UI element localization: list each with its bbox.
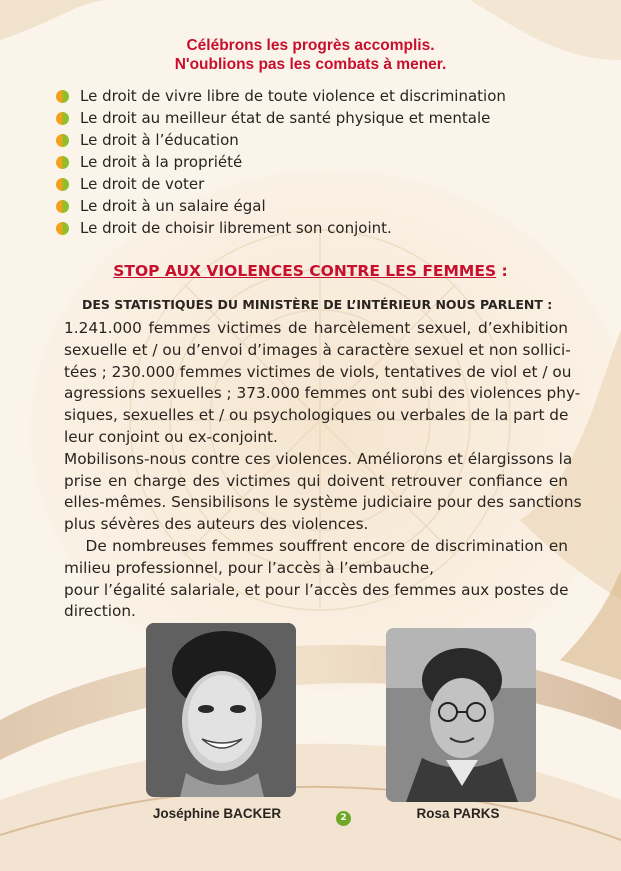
text-line: Mobilisons-nous contre ces violences. Améliorons et élargissons la xyxy=(64,449,573,468)
page-number-badge: 2 xyxy=(336,811,351,826)
list-item: Le droit de choisir librement son conjoint. xyxy=(56,217,506,239)
portrait-image xyxy=(386,628,536,802)
text-line: tées ; 230.000 femmes victimes de viols, tentatives de viol et / ou xyxy=(64,362,572,381)
bullet-icon xyxy=(56,178,69,191)
bullet-icon xyxy=(56,90,69,103)
headline-line-2: N'oublions pas les combats à mener. xyxy=(174,56,447,73)
page-headline xyxy=(0,36,621,74)
caption-rosa-parks: Rosa PARKS xyxy=(416,806,500,821)
text-line: direction. xyxy=(64,602,136,621)
text-line: elles-mêmes. Sensibilisons le système judiciaire pour des sanctions xyxy=(64,493,582,512)
text-line: siques, sexuelles et / ou psychologiques ou verbales de la part de xyxy=(64,406,569,425)
bullet-icon xyxy=(56,222,69,235)
statistics-subheading: DES STATISTIQUES DU MINISTÈRE DE L’INTÉRIEUR NOUS PARLENT : xyxy=(82,297,553,312)
list-item: Le droit à l’éducation xyxy=(56,129,506,151)
text-line: sexuelle et / ou d’envoi d’images à caractère sexuel et non sollici- xyxy=(64,340,571,359)
rights-list xyxy=(56,85,506,239)
list-item: Le droit au meilleur état de santé physique et mentale xyxy=(56,107,506,129)
text-line: leur conjoint ou ex-conjoint. xyxy=(64,427,278,446)
text-line: agressions sexuelles ; 373.000 femmes ont subi des violences phy- xyxy=(64,384,581,403)
headline-line-1: Célébrons les progrès accomplis. xyxy=(186,37,435,54)
list-item: Le droit de voter xyxy=(56,173,506,195)
text-line: plus sévères des auteurs des violences. xyxy=(64,515,369,534)
section-title: STOP AUX VIOLENCES CONTRE LES FEMMES : xyxy=(113,262,508,280)
bullet-icon xyxy=(56,112,69,125)
list-item: Le droit de vivre libre de toute violence et discrimination xyxy=(56,85,506,107)
bullet-icon xyxy=(56,156,69,169)
list-item: Le droit à la propriété xyxy=(56,151,506,173)
text-line: milieu professionnel, pour l’accès à l’embauche, xyxy=(64,558,435,577)
text-line: pour l’égalité salariale, et pour l’accès des femmes aux postes de xyxy=(64,580,569,599)
portrait-photo-josephine-baker xyxy=(146,623,296,797)
caption-josephine-baker: Joséphine BACKER xyxy=(152,806,282,821)
text-line: De nombreuses femmes souffrent encore de discrimination en xyxy=(64,536,568,555)
portrait-image xyxy=(146,623,296,797)
text-line: 1.241.000 femmes victimes de harcèlement sexuel, d’exhibition xyxy=(64,319,568,337)
bullet-icon xyxy=(56,134,69,147)
text-line: prise en charge des victimes qui doivent retrouver confiance en xyxy=(64,471,568,490)
list-item: Le droit à un salaire égal xyxy=(56,195,506,217)
bullet-icon xyxy=(56,200,69,213)
body-text xyxy=(64,318,582,623)
portrait-photo-rosa-parks xyxy=(386,628,536,802)
